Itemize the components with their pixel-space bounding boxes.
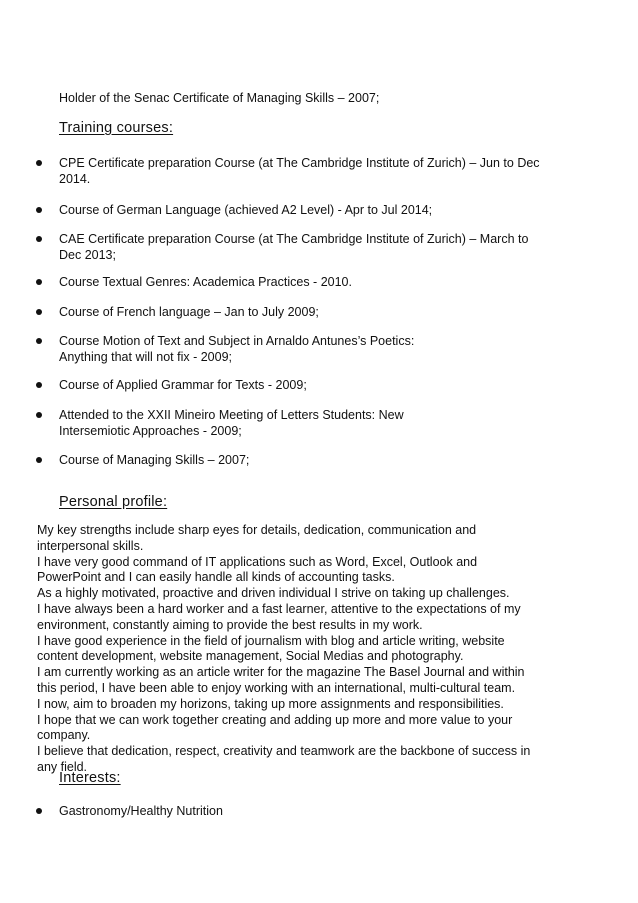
list-item-text: CAE Certificate preparation Course (at The Cambridge Institute of Zurich) – March to Dec 2013; — [59, 232, 529, 262]
list-item-text: Course Textual Genres: Academica Practices - 2010. — [59, 275, 352, 289]
bullet-icon — [36, 207, 42, 213]
profile-line: I believe that dedication, respect, creativity and teamwork are the backbone of success in — [37, 744, 531, 759]
profile-line: As a highly motivated, proactive and driven individual I strive on taking up challenges. — [37, 586, 510, 601]
certificate-line: Holder of the Senac Certificate of Managing Skills – 2007; — [59, 91, 380, 105]
profile-line: interpersonal skills. — [37, 538, 144, 553]
bullet-icon — [36, 412, 42, 418]
profile-line: PowerPoint and I can easily handle all kinds of accounting tasks. — [37, 570, 395, 585]
profile-line: I now, aim to broaden my horizons, taking up more assignments and responsibilities. — [37, 696, 504, 711]
profile-line: I have good experience in the field of journalism with blog and article writing, website — [37, 633, 505, 648]
list-item-text: Attended to the XXII Mineiro Meeting of Letters Students: New Intersemiotic Approaches - 2009; — [59, 408, 404, 438]
bullet-icon — [36, 457, 42, 463]
training-courses-heading: Training courses: — [59, 120, 174, 136]
list-item-text: Course Motion of Text and Subject in Arnaldo Antunes’s Poetics: Anything that will not fix - 2009; — [59, 334, 415, 364]
profile-line: I have always been a hard worker and a fast learner, attentive to the expectations of my — [37, 601, 521, 616]
profile-line: I have very good command of IT applications such as Word, Excel, Outlook and — [37, 554, 478, 569]
personal-profile-text — [37, 523, 582, 776]
profile-line: I am currently working as an article writer for the magazine The Basel Journal and within — [37, 665, 525, 680]
bullet-icon — [36, 382, 42, 388]
profile-line: any field. — [37, 759, 88, 774]
list-item-text: Gastronomy/Healthy Nutrition — [59, 804, 223, 818]
profile-line: content development, website management, Social Medias and photography. — [37, 649, 464, 664]
list-item-text: Course of Managing Skills – 2007; — [59, 453, 250, 467]
list-item-text: Course of Applied Grammar for Texts - 2009; — [59, 378, 307, 392]
bullet-icon — [36, 279, 42, 285]
bullet-icon — [36, 160, 42, 166]
list-item-text: CPE Certificate preparation Course (at The Cambridge Institute of Zurich) – Jun to Dec 2014. — [59, 156, 540, 186]
profile-line: company. — [37, 728, 91, 743]
interests-heading: Interests: — [59, 770, 121, 786]
list-item-text: Course of German Language (achieved A2 Level) - Apr to Jul 2014; — [59, 203, 433, 217]
list-item-text: Course of French language – Jan to July 2009; — [59, 305, 319, 319]
profile-line: I hope that we can work together creating and adding up more and more value to your — [37, 712, 513, 727]
bullet-icon — [36, 309, 42, 315]
bullet-icon — [36, 808, 42, 814]
bullet-icon — [36, 338, 42, 344]
profile-line: this period, I have been able to enjoy working with an international, multi-cultural team. — [37, 680, 516, 695]
personal-profile-heading: Personal profile: — [59, 494, 168, 510]
profile-line: My key strengths include sharp eyes for details, dedication, communication and — [37, 523, 477, 537]
profile-line: environment, constantly aiming to provide the best results in my work. — [37, 617, 423, 632]
bullet-icon — [36, 236, 42, 242]
